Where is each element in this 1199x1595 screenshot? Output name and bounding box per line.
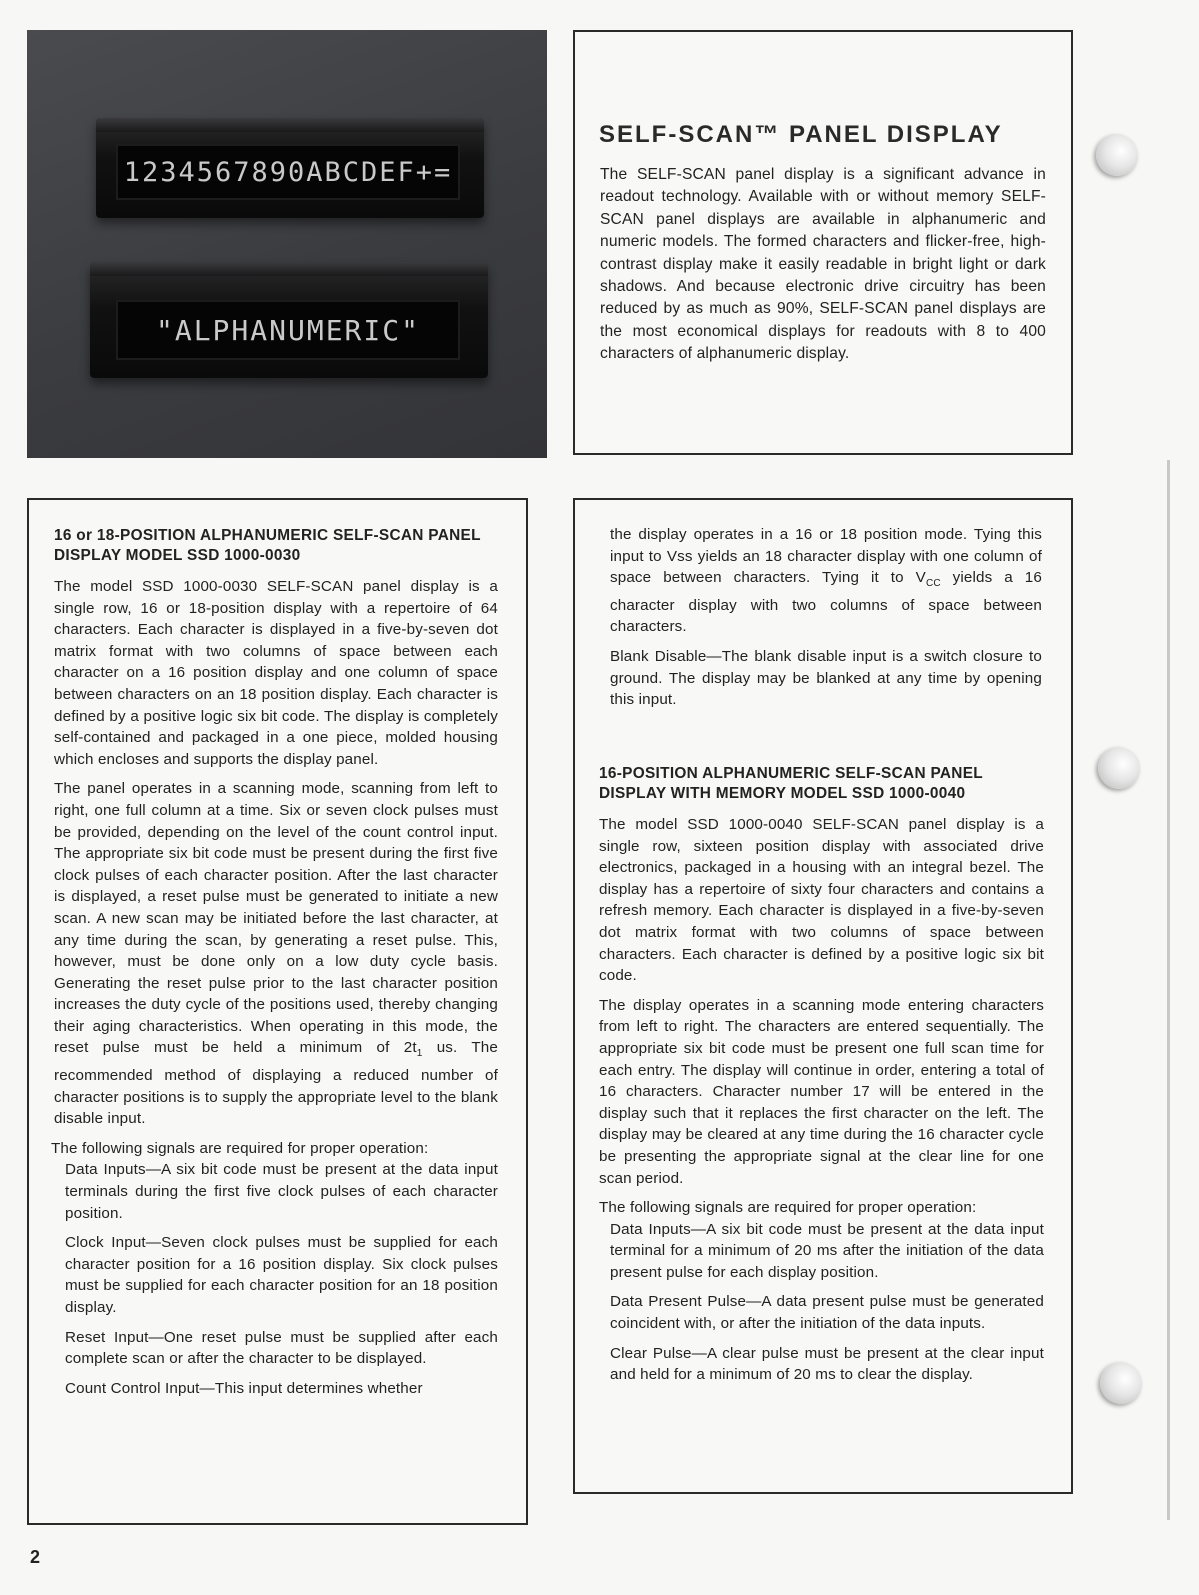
page-title: SELF-SCAN™ PANEL DISPLAY	[599, 121, 1003, 148]
signal-blank-disable: Blank Disable—The blank disable input is a switch closure to ground. The display may be blanked at any time by opening this input.	[610, 648, 1042, 709]
signal-data-inputs: Data Inputs—A six bit code must be present at the data input terminals during the first five clock pulses of each character position.	[65, 1161, 498, 1222]
binder-hole-icon	[1098, 747, 1140, 789]
right-column-top	[610, 524, 1042, 719]
page-edge-shadow	[1167, 460, 1170, 1520]
left-column	[51, 526, 498, 1407]
signal-clear-pulse: Clear Pulse—A clear pulse must be present at the clear input and held for a minimum of 20 ms to clear the display.	[610, 1344, 1044, 1384]
intro-column	[600, 164, 1046, 374]
page-number: 2	[30, 1547, 41, 1567]
display-unit-bottom	[90, 262, 488, 378]
paragraph: The model SSD 1000-0040 SELF-SCAN panel display is a single row, sixteen position display with associated drive electronics, packaged in a housing with an integral bezel. The display has a repertoire of sixty four characters and contains a refresh memory. Each character is displayed in a five-by-seven dot matrix format with two columns of space between characters. Each character is defined by a positive logic six bit code.	[599, 816, 1044, 985]
signals-intro: The following signals are required for proper operation:	[51, 1139, 429, 1157]
signal-count-control: Count Control Input—This input determines whether	[65, 1379, 423, 1397]
paragraph-continued: the display operates in a 16 or 18 position mode. Tying this input to Vss yields an 18 character display with one column of space between characters. Tying it to $V_{CC}$ yields a 16 character display with two columns of space between characters.	[610, 526, 1042, 636]
paragraph: The model SSD 1000-0030 SELF-SCAN panel display is a single row, 16 or 18-position display with a repertoire of 64 characters. Each character is displayed in a five-by-seven dot matrix format with two columns of space between each character on a 16 position display and one column of space between characters on an 18 position display. Each character is defined by a positive logic six bit code. The display is completely self-contained and packaged in a one piece, molded housing which encloses and supports the display panel.	[54, 578, 498, 768]
signal-data-inputs: Data Inputs—A six bit code must be present at the data input terminal for a minimum of 20 ms after the initiation of the data present pulse for each display position.	[610, 1220, 1044, 1281]
display-screen-bottom: "ALPHANUMERIC"	[116, 300, 460, 360]
display-screen-top: 1234567890ABCDEF+=	[116, 144, 460, 200]
right-column-bottom	[599, 764, 1044, 1394]
binder-hole-icon	[1100, 1362, 1142, 1404]
signal-reset-input: Reset Input—One reset pulse must be supplied after each complete scan or after the character to be displayed.	[65, 1328, 498, 1368]
paragraph: The panel operates in a scanning mode, scanning from left to right, one full column at a time. Six or seven clock pulses must be provided, depending on the level of the count control input. The appropriate six bit code must be present during the first five clock pulses of each character position. After the last character is displayed, a reset pulse must be generated to initiate a new scan. A new scan may be initiated before the last character, at any time during the scan, by generating a reset pulse. This, however, must be done only on a low duty cycle basis. Generating the reset pulse prior to the last character position increases the duty cycle of the positions used, thereby changing their aging characteristics. When operating in this mode, the reset pulse must be held a minimum of $2t_1$ us. The recommended method of displaying a reduced number of character positions is to supply the appropriate level to the blank disable input.	[54, 780, 498, 1128]
binder-hole-icon	[1096, 134, 1138, 176]
product-photo	[27, 30, 547, 458]
section-heading-ssd-0040: 16-POSITION ALPHANUMERIC SELF-SCAN PANEL DISPLAY WITH MEMORY MODEL SSD 1000-0040	[599, 765, 983, 802]
paragraph: The display operates in a scanning mode entering characters from left to right. The characters are entered sequentially. The appropriate six bit code must be present one full scan time for each entry. The display will continue in order, entering a total of 16 characters. Character number 17 will be entered in the display such that it replaces the first character on the left. The display may be cleared at any time during the 16 character cycle be presenting the appropriate signal at the clear line for one scan period.	[599, 996, 1044, 1187]
bezel-lip	[90, 262, 488, 276]
bezel-lip	[96, 118, 484, 132]
signals-intro: The following signals are required for proper operation:	[599, 1199, 977, 1217]
signal-data-present: Data Present Pulse—A data present pulse must be generated coincident with, or after the initiation of the data inputs.	[610, 1293, 1044, 1333]
display-unit-top	[96, 118, 484, 218]
intro-paragraph: The SELF-SCAN panel display is a significant advance in readout technology. Available with or without memory SELF-SCAN panel displays are available in alphanumeric and numeric models. The formed characters and flicker-free, high-contrast display make it easily readable in bright light or dark shadows. And because electronic drive circuitry has been reduced by as much as 90%, SELF-SCAN panel displays are the most economical displays for readouts with 8 to 400 characters of alphanumeric display.	[600, 166, 1046, 363]
section-heading-ssd-0030: 16 or 18-POSITION ALPHANUMERIC SELF-SCAN PANEL DISPLAY MODEL SSD 1000-0030	[54, 527, 481, 564]
signal-clock-input: Clock Input—Seven clock pulses must be supplied for each character position for a 16 position display. Six clock pulses must be supplied for each character position for an 18 position display.	[65, 1234, 498, 1317]
